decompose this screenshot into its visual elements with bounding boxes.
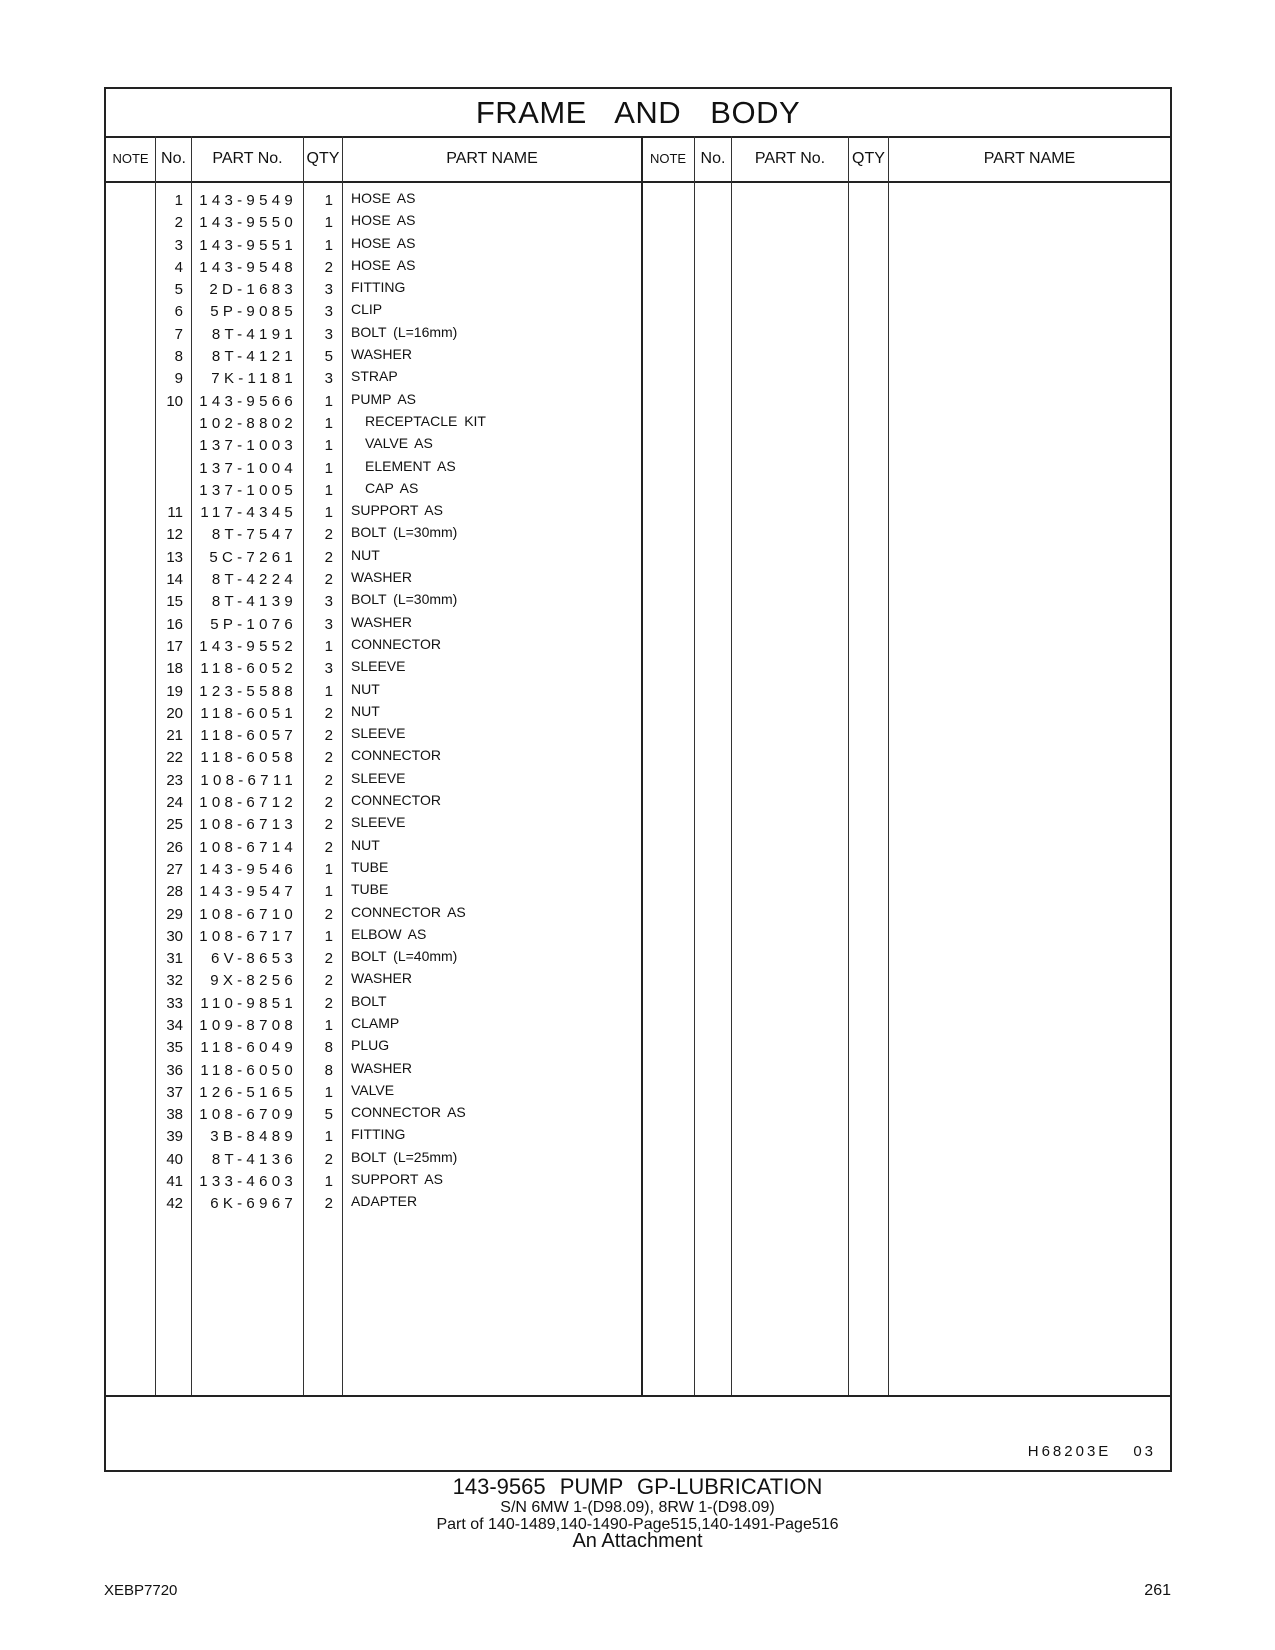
quantity: 1: [324, 459, 333, 477]
table-row: [106, 814, 641, 836]
table-row: [106, 279, 641, 301]
table-row: [106, 346, 641, 368]
quantity: 3: [324, 370, 333, 388]
quantity: 1: [324, 1128, 333, 1146]
table-row: [106, 413, 641, 435]
quantity: 3: [324, 303, 333, 321]
quantity: 2: [324, 972, 333, 990]
part-name: SUPPORT AS: [351, 502, 443, 519]
part-number: 118-6050: [200, 1061, 297, 1079]
item-number: 22: [166, 749, 183, 767]
part-number: 143-9548: [199, 258, 297, 276]
table-row: [106, 368, 641, 390]
drawing-code: H68203E: [1027, 1443, 1112, 1460]
part-number: 117-4345: [200, 504, 297, 522]
part-name: WASHER: [351, 970, 412, 987]
column-divider: [888, 136, 889, 1395]
part-name: BOLT (L=25mm): [351, 1148, 458, 1165]
item-number: 5: [174, 281, 183, 299]
header-note-right: NOTE: [649, 151, 687, 166]
item-number: 34: [166, 1016, 183, 1034]
table-row: [106, 569, 641, 591]
drawing-revision: 03: [1133, 1443, 1156, 1460]
table-row: [106, 703, 641, 725]
item-number: 17: [166, 637, 183, 655]
quantity: 1: [324, 392, 333, 410]
part-number: 8T-4136: [211, 1150, 297, 1168]
part-name: HOSE AS: [351, 212, 416, 229]
quantity: 3: [324, 593, 333, 611]
part-number: 108-6711: [200, 771, 297, 789]
part-name: CONNECTOR AS: [351, 903, 466, 920]
header-part-no-right: PART No.: [754, 150, 826, 167]
item-number: 3: [174, 236, 183, 254]
part-name: FITTING: [351, 1126, 406, 1143]
part-number: 8T-4121: [211, 348, 297, 366]
part-number: 8T-4139: [211, 593, 297, 611]
table-row: [106, 636, 641, 658]
part-number: 118-6052: [200, 660, 297, 678]
part-number: 143-9566: [199, 392, 297, 410]
table-row: [106, 658, 641, 680]
item-number: 28: [166, 883, 183, 901]
part-name: CONNECTOR AS: [351, 1104, 466, 1121]
part-name: CONNECTOR: [351, 792, 441, 809]
part-number: 143-9550: [199, 214, 297, 232]
part-name: RECEPTACLE KIT: [365, 412, 486, 429]
part-number: 6K-6967: [210, 1195, 297, 1213]
part-number: 118-6057: [200, 727, 297, 745]
part-name: HOSE AS: [351, 256, 416, 273]
part-number: 5P-1076: [210, 615, 297, 633]
part-name: ELEMENT AS: [365, 457, 456, 474]
item-number: 14: [166, 571, 183, 589]
part-name: HOSE AS: [351, 234, 416, 251]
part-number: 126-5165: [199, 1083, 297, 1101]
table-row: [106, 614, 641, 636]
item-number: 33: [166, 994, 183, 1012]
item-number: 10: [166, 392, 183, 410]
quantity: 1: [324, 637, 333, 655]
item-number: 39: [166, 1128, 183, 1146]
part-name: WASHER: [351, 613, 412, 630]
item-number: 26: [166, 838, 183, 856]
quantity: 1: [324, 504, 333, 522]
table-header: [106, 136, 1170, 183]
quantity: 1: [324, 682, 333, 700]
part-name: HOSE AS: [351, 190, 416, 206]
table-row: [106, 435, 641, 457]
quantity: 2: [324, 727, 333, 745]
part-name: BOLT (L=30mm): [351, 591, 458, 608]
item-number: 21: [166, 727, 183, 745]
quantity: 2: [324, 905, 333, 923]
quantity: 2: [324, 816, 333, 834]
item-number: 19: [166, 682, 183, 700]
quantity: 1: [324, 481, 333, 499]
item-number: 27: [166, 860, 183, 878]
item-number: 15: [166, 593, 183, 611]
table-row: [106, 301, 641, 323]
part-number: 5P-9085: [210, 303, 297, 321]
quantity: 2: [324, 838, 333, 856]
part-name: BOLT (L=30mm): [351, 524, 458, 541]
quantity: 3: [324, 325, 333, 343]
table-row: [106, 1126, 641, 1148]
header-qty-right: QTY: [852, 150, 885, 167]
part-number: 133-4603: [199, 1173, 297, 1191]
part-number: 118-6051: [200, 704, 297, 722]
table-row: [106, 770, 641, 792]
quantity: 1: [324, 214, 333, 232]
part-name: SLEEVE: [351, 769, 406, 786]
header-part-name-left: PART NAME: [446, 150, 538, 167]
table-row: [106, 190, 641, 212]
quantity: 2: [324, 994, 333, 1012]
quantity: 1: [324, 1173, 333, 1191]
table-row: [106, 1037, 641, 1059]
item-number: 32: [166, 972, 183, 990]
column-divider: [848, 136, 849, 1395]
part-name: CLAMP: [351, 1014, 400, 1031]
table-row: [106, 881, 641, 903]
part-number: 137-1003: [199, 437, 297, 455]
part-name: SLEEVE: [351, 658, 406, 675]
item-number: 42: [166, 1195, 183, 1213]
part-number: 108-6710: [199, 905, 297, 923]
table-row: [106, 837, 641, 859]
part-name: NUT: [351, 836, 380, 853]
quantity: 2: [324, 749, 333, 767]
quantity: 2: [324, 950, 333, 968]
item-number: 25: [166, 816, 183, 834]
quantity: 5: [324, 348, 333, 366]
quantity: 1: [324, 414, 333, 432]
item-number: 8: [174, 348, 183, 366]
page-number: 261: [1144, 1582, 1171, 1599]
quantity: 2: [324, 1150, 333, 1168]
table-row: [106, 235, 641, 257]
header-part-name-right: PART NAME: [983, 150, 1076, 167]
part-name: PUMP AS: [351, 390, 416, 407]
item-number: 2: [174, 214, 183, 232]
part-number: 137-1005: [199, 481, 297, 499]
quantity: 3: [324, 615, 333, 633]
part-number: 143-9552: [199, 637, 297, 655]
table-row: [106, 904, 641, 926]
part-name: WASHER: [351, 1059, 412, 1076]
item-number: 6: [174, 303, 183, 321]
column-divider: [731, 136, 732, 1395]
table-row: [106, 324, 641, 346]
quantity: 2: [324, 548, 333, 566]
part-number: 8T-4224: [211, 571, 297, 589]
part-name: CAP AS: [365, 479, 419, 496]
part-number: 7K-1181: [211, 370, 297, 388]
table-row: [106, 792, 641, 814]
item-number: 24: [166, 794, 183, 812]
quantity: 1: [324, 236, 333, 254]
quantity: 1: [324, 927, 333, 945]
header-qty-left: QTY: [306, 150, 340, 167]
item-number: 36: [166, 1061, 183, 1079]
quantity: 3: [324, 660, 333, 678]
table-row: [106, 1104, 641, 1126]
table-row: [106, 993, 641, 1015]
part-name: BOLT (L=40mm): [351, 948, 458, 965]
parts-list-frame: [104, 87, 1172, 1472]
part-number: 2D-1683: [209, 281, 297, 299]
quantity: 1: [324, 860, 333, 878]
quantity: 1: [324, 1016, 333, 1034]
part-number: 6V-8653: [211, 950, 297, 968]
part-number: 118-6049: [200, 1039, 297, 1057]
table-row: [106, 970, 641, 992]
table-row: [106, 926, 641, 948]
quantity: 2: [324, 571, 333, 589]
part-number: 108-6712: [199, 794, 297, 812]
part-name: STRAP: [351, 368, 398, 385]
item-number: 23: [166, 771, 183, 789]
part-name: SUPPORT AS: [351, 1171, 443, 1188]
part-name: SLEEVE: [351, 814, 406, 831]
quantity: 5: [324, 1106, 333, 1124]
table-row: [106, 1060, 641, 1082]
item-number: 37: [166, 1083, 183, 1101]
part-number: 143-9549: [199, 192, 297, 209]
part-name: CONNECTOR: [351, 635, 441, 652]
quantity: 2: [324, 794, 333, 812]
item-number: 11: [167, 504, 183, 522]
part-name: FITTING: [351, 279, 406, 296]
table-row: [106, 458, 641, 480]
table-row: [106, 502, 641, 524]
quantity: 2: [324, 771, 333, 789]
part-name: BOLT (L=16mm): [351, 323, 458, 340]
item-number: 12: [166, 526, 183, 544]
table-row: [106, 391, 641, 413]
part-name: TUBE: [351, 881, 389, 898]
part-number: 102-8802: [199, 414, 297, 432]
header-part-no-left: PART No.: [212, 150, 283, 167]
item-number: 30: [166, 927, 183, 945]
table-row: [106, 547, 641, 569]
caption-serial: S/N 6MW 1-(D98.09), 8RW 1-(D98.09): [500, 1499, 775, 1516]
part-name: TUBE: [351, 858, 389, 875]
parts-list: [106, 190, 641, 1216]
table-row: [106, 747, 641, 769]
item-number: 31: [166, 950, 183, 968]
part-number: 143-9547: [199, 883, 297, 901]
table-row: [106, 1193, 641, 1215]
item-number: 40: [166, 1150, 183, 1168]
quantity: 3: [324, 281, 333, 299]
quantity: 2: [324, 526, 333, 544]
quantity: 2: [324, 1195, 333, 1213]
item-number: 20: [166, 704, 183, 722]
quantity: 8: [324, 1061, 333, 1079]
part-name: VALVE AS: [365, 435, 433, 452]
part-name: BOLT: [351, 992, 387, 1009]
section-title: FRAME AND BODY: [106, 89, 1170, 138]
drawing-number: [1028, 1443, 1156, 1460]
part-number: 143-9551: [199, 236, 297, 254]
column-divider: [694, 136, 695, 1395]
table-row: [106, 1149, 641, 1171]
header-no-left: No.: [161, 150, 186, 167]
item-number: 41: [166, 1173, 183, 1191]
item-number: 35: [166, 1039, 183, 1057]
table-row: [106, 948, 641, 970]
item-number: 1: [174, 192, 183, 209]
part-name: WASHER: [351, 346, 412, 363]
part-number: 8T-4191: [211, 325, 297, 343]
table-row: [106, 1015, 641, 1037]
item-number: 29: [166, 905, 183, 923]
quantity: 1: [324, 192, 333, 209]
document-id: XEBP7720: [104, 1582, 178, 1599]
footer-divider: [106, 1395, 1170, 1397]
part-name: ELBOW AS: [351, 925, 427, 942]
part-name: CLIP: [351, 301, 383, 318]
part-number: 108-6713: [199, 816, 297, 834]
table-row: [106, 212, 641, 234]
part-number: 109-8708: [199, 1016, 297, 1034]
quantity: 2: [324, 258, 333, 276]
item-number: 13: [166, 548, 183, 566]
column-divider: [641, 136, 643, 1395]
item-number: 4: [174, 258, 183, 276]
table-row: [106, 524, 641, 546]
table-row: [106, 1171, 641, 1193]
part-number: 108-6709: [199, 1106, 297, 1124]
quantity: 1: [324, 883, 333, 901]
part-name: NUT: [351, 680, 380, 697]
part-number: 5C-7261: [209, 548, 297, 566]
part-name: WASHER: [351, 569, 412, 586]
caption-part-of: Part of 140-1489,140-1490-Page515,140-1491-Page516: [436, 1516, 839, 1533]
part-number: 143-9546: [199, 860, 297, 878]
part-name: CONNECTOR: [351, 747, 441, 764]
part-number: 110-9851: [200, 994, 297, 1012]
part-number: 137-1004: [199, 459, 297, 477]
part-number: 108-6717: [199, 927, 297, 945]
item-number: 9: [174, 370, 183, 388]
part-number: 108-6714: [199, 838, 297, 856]
quantity: 1: [324, 1083, 333, 1101]
table-row: [106, 591, 641, 613]
table-row: [106, 859, 641, 881]
part-name: VALVE: [351, 1081, 395, 1098]
part-number: 118-6058: [200, 749, 297, 767]
quantity: 8: [324, 1039, 333, 1057]
part-name: NUT: [351, 702, 380, 719]
part-name: SLEEVE: [351, 725, 406, 742]
part-number: 3B-8489: [210, 1128, 297, 1146]
part-number: 123-5588: [199, 682, 297, 700]
part-name: NUT: [351, 546, 380, 563]
header-note-left: NOTE: [112, 151, 149, 166]
table-row: [106, 1082, 641, 1104]
item-number: 18: [166, 660, 183, 678]
table-row: [106, 681, 641, 703]
part-number: 8T-7547: [211, 526, 297, 544]
header-no-right: No.: [700, 150, 726, 167]
table-row: [106, 257, 641, 279]
quantity: 1: [324, 437, 333, 455]
quantity: 2: [324, 704, 333, 722]
caption-attachment: An Attachment: [572, 1530, 703, 1552]
caption-title: 143-9565 PUMP GP-LUBRICATION: [452, 1474, 823, 1499]
table-row: [106, 725, 641, 747]
item-number: 7: [174, 325, 183, 343]
item-number: 16: [166, 615, 183, 633]
part-name: ADAPTER: [351, 1193, 418, 1210]
part-number: 9X-8256: [210, 972, 297, 990]
part-name: PLUG: [351, 1037, 390, 1054]
item-number: 38: [166, 1106, 183, 1124]
table-row: [106, 480, 641, 502]
